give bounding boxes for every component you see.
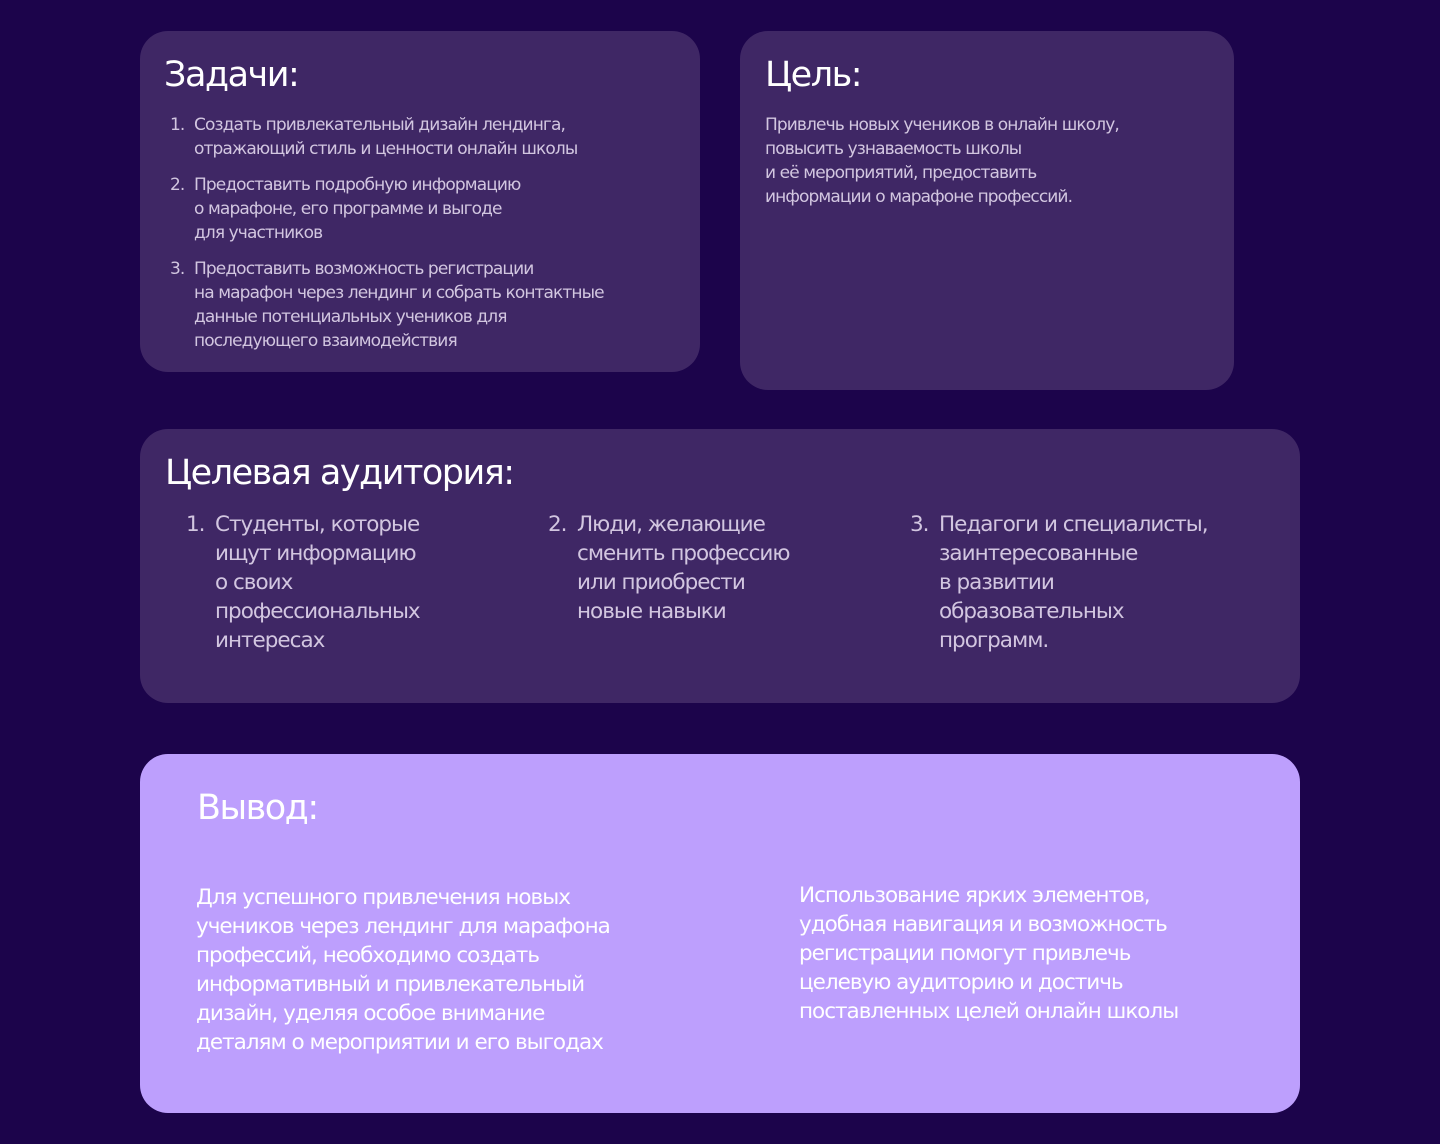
task-number: 1. (170, 115, 185, 135)
task-text-line: Предоставить подробную информацию (194, 175, 521, 195)
task-number: 2. (170, 175, 185, 195)
audience-item-3 (910, 510, 1208, 655)
goal-card (740, 31, 1234, 390)
audience-text-line: в развитии (939, 570, 1054, 595)
conclusion-card (140, 754, 1300, 1113)
conclusion-text-line: учеников через лендинг для марафона (196, 913, 610, 939)
task-text-line: данные потенциальных учеников для (194, 307, 507, 327)
audience-title: Целевая аудитория: (165, 453, 514, 493)
conclusion-text-line: регистрации помогут привлечь (799, 940, 1131, 966)
audience-text-line: ищут информацию (215, 541, 416, 566)
audience-text-line: Студенты, которые (215, 512, 420, 537)
audience-text-line: профессиональных (215, 599, 420, 624)
conclusion-text-left (196, 883, 610, 1057)
audience-number: 3. (910, 512, 929, 537)
conclusion-text-line: дизайн, уделяя особое внимание (196, 1000, 545, 1026)
goal-text-line: информации о марафоне профессий. (765, 187, 1073, 207)
task-item-1 (170, 113, 604, 161)
task-text-line: последующего взаимодействия (194, 331, 457, 351)
goal-text (765, 113, 1119, 209)
tasks-title: Задачи: (164, 55, 299, 95)
conclusion-text-right (799, 881, 1178, 1026)
audience-text-line: интересах (215, 628, 325, 653)
conclusion-text-line: Использование ярких элементов, (799, 882, 1150, 908)
tasks-card (140, 31, 700, 372)
task-text-line: на марафон через лендинг и собрать контактные (194, 283, 604, 303)
conclusion-text-line: поставленных целей онлайн школы (799, 998, 1179, 1024)
tasks-list (170, 113, 604, 353)
goal-text-line: Привлечь новых учеников в онлайн школу, (765, 115, 1119, 135)
audience-text-line: сменить профессию (577, 541, 790, 566)
audience-number: 2. (548, 512, 567, 537)
audience-text-line: заинтересованные (939, 541, 1138, 566)
conclusion-text-line: Для успешного привлечения новых (196, 884, 570, 910)
conclusion-text-line: целевую аудиторию и достичь (799, 969, 1123, 995)
conclusion-text-line: профессий, необходимо создать (196, 942, 539, 968)
audience-item-2 (548, 510, 790, 626)
task-text-line: для участников (194, 223, 323, 243)
audience-text-line: о своих (215, 570, 293, 595)
conclusion-text-line: деталям о мероприятии и его выгодах (196, 1029, 603, 1055)
task-text-line: Предоставить возможность регистрации (194, 259, 534, 279)
task-text-line: о марафоне, его программе и выгоде (194, 199, 502, 219)
goal-text-line: повысить узнаваемость школы (765, 139, 1022, 159)
audience-text-line: Педагоги и специалисты, (939, 512, 1208, 537)
task-item-3 (170, 257, 604, 353)
audience-text-line: образовательных (939, 599, 1124, 624)
audience-card (140, 429, 1300, 703)
goal-text-line: и её мероприятий, предоставить (765, 163, 1037, 183)
audience-text-line: новые навыки (577, 599, 726, 624)
task-text-line: отражающий стиль и ценности онлайн школы (194, 139, 578, 159)
audience-item-1 (186, 510, 420, 655)
audience-number: 1. (186, 512, 205, 537)
task-item-2 (170, 173, 604, 245)
task-number: 3. (170, 259, 185, 279)
conclusion-title: Вывод: (197, 788, 318, 828)
audience-text-line: программ. (939, 628, 1049, 653)
audience-text-line: Люди, желающие (577, 512, 765, 537)
conclusion-text-line: информативный и привлекательный (196, 971, 585, 997)
audience-text-line: или приобрести (577, 570, 745, 595)
task-text-line: Создать привлекательный дизайн лендинга, (194, 115, 565, 135)
goal-title: Цель: (765, 55, 861, 95)
conclusion-text-line: удобная навигация и возможность (799, 911, 1167, 937)
